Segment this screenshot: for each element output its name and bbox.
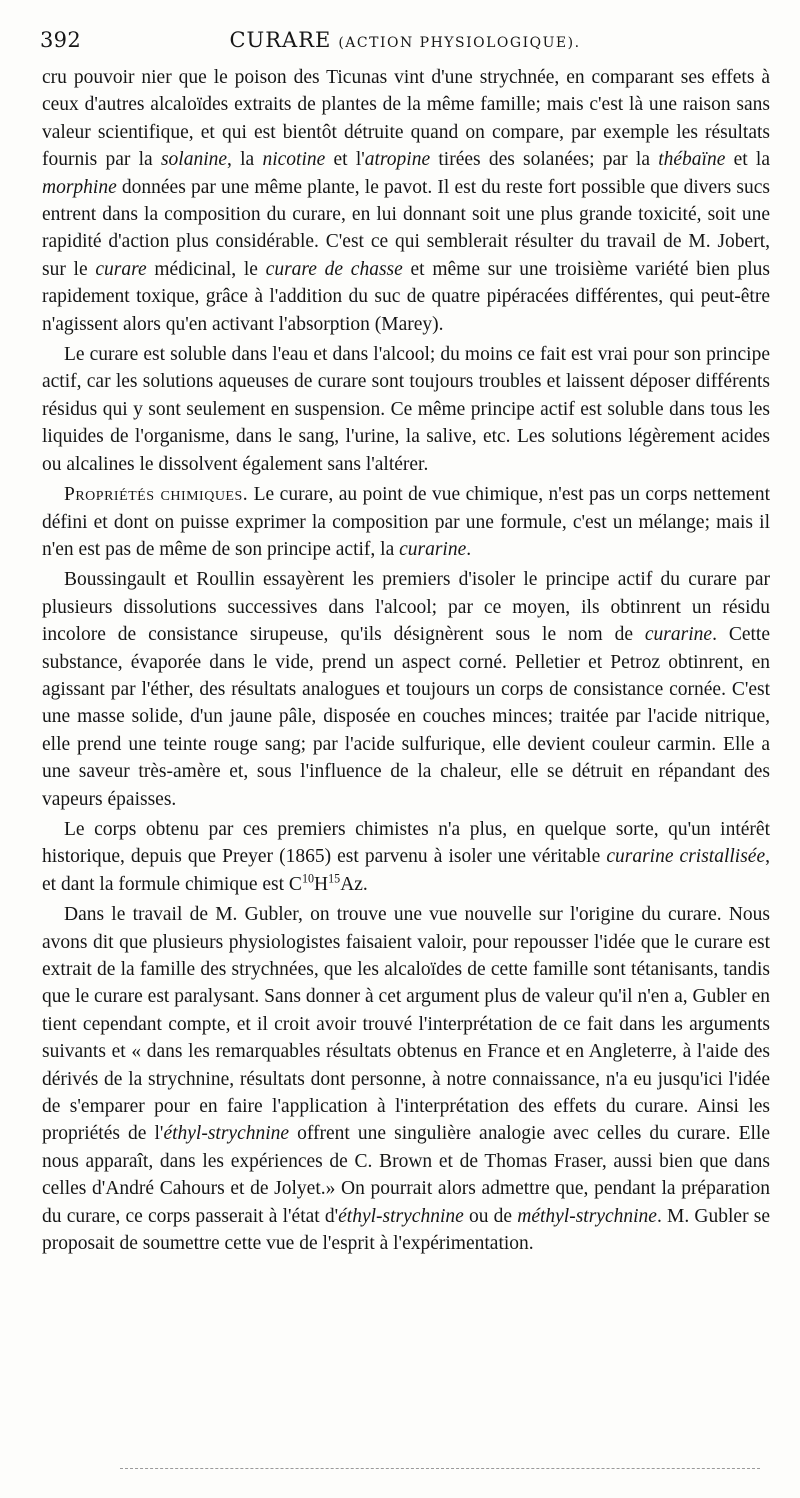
running-title-main: CURARE [229, 28, 332, 52]
footer-rule [120, 1468, 760, 1469]
paragraph-3 [42, 481, 770, 563]
italic-term: éthyl-strychnine [163, 1123, 290, 1145]
formula-superscript: 10 [301, 871, 315, 886]
page-number: 392 [40, 28, 81, 52]
italic-term: méthyl-strychnine [517, 1205, 657, 1227]
text-run: offrent une singulière analogie avec celles du curare. Elle nous apparaît, dans les expériences de C. Brown et de Thomas Fraser, aussi bien que dans celles d'André Cahours et de Jolyet.» On pourrait alors admettre que, pendant la préparation du curare, ce corps passerait à l'état d' [42, 1123, 770, 1227]
running-title [40, 28, 770, 52]
text-run: cru pouvoir nier que le poison des Ticunas vint d'une strychnée, en comparant ses effets à ceux d'autres alcaloïdes extraits de plantes de la même famille; mais c'est là une raison sans valeur scientifique, et qui est bientôt détruite quand on compare, par exemple les résultats fournis par la [42, 67, 770, 171]
italic-term: curare [95, 258, 147, 280]
text-run: données par une même plante, le pavot. Il est du reste fort possible que divers sucs entrent dans la composition du curare, en lui donnant soit une plus grande toxicité, soit une rapidité d'action plus considérable. C'est ce qui semblerait résulter du travail de M. Jobert, sur le [42, 176, 770, 280]
text-run: Le curare, au point de vue chimique, n'est pas un corps nettement défini et dont on puisse exprimer la composition par une formule, c'est un mélange; mais il n'en est pas de même de son principe actif, la [42, 484, 770, 560]
text-run: . M. Gubler se proposait de soumettre cette vue de l'esprit à l'expérimentation. [42, 1205, 770, 1255]
italic-term: curarine [399, 538, 467, 560]
italic-term: solanine [160, 149, 228, 171]
formula-superscript: 15 [328, 871, 341, 886]
body-text [42, 64, 770, 1260]
text-run: Le corps obtenu par ces premiers chimistes n'a plus, en quelque sorte, qu'un intérêt historique, depuis que Preyer (1865) est parvenu à isoler une véritable [42, 818, 770, 868]
italic-term: thébaïne [658, 149, 726, 171]
section-heading: Propriétés chimiques. [64, 484, 249, 506]
italic-term: atropine [364, 149, 431, 171]
italic-term: curarine cristallisée [606, 846, 766, 868]
text-run: et l' [325, 149, 365, 171]
text-run: Dans le travail de M. Gubler, on trouve une vue nouvelle sur l'origine du curare. Nous avons dit que plusieurs physiologistes faisaient valoir, pour repousser l'idée que le curare est extrait de la famille des strychnées, que les alcaloïdes de cette famille sont tétanisants, tandis que le curare est paralysant. Sans donner à cet argument plus de valeur qu'il n'en a, Gubler en tient cependant compte, et il croit avoir trouvé l'interprétation de ce fait dans les arguments suivants et « dans les remarquables résultats obtenus en France et en Angleterre, à l'aide des dérivés de la strychnine, résultats dont personne, à notre connaissance, n'a eu jusqu'ici l'idée de s'emparer pour en faire l'application à l'interprétation des effets du curare. Ainsi les propriétés de l' [42, 904, 770, 1145]
text-run: et la [725, 149, 770, 171]
text-run: . Cette substance, évaporée dans le vide, prend un aspect corné. Pelletier et Petroz obtinrent, en agissant par l'éther, des résultats analogues et toujours un corps de consistance cornée. C'est une masse solide, d'un jaune pâle, disposée en couches minces; traitée par l'acide nitrique, elle prend une teinte rouge sang; par l'acide sulfurique, elle devient couleur carmin. Elle a une saveur très-amère et, sous l'influence de la chaleur, elle se détruit en répandant des vapeurs épaisses. [42, 624, 770, 810]
text-run: , la [227, 149, 263, 171]
italic-term: curarine [644, 624, 713, 646]
text-run: H [314, 873, 329, 895]
text-run: Az. [340, 873, 368, 895]
italic-term: morphine [42, 176, 117, 198]
italic-term: curare de chasse [265, 258, 403, 280]
paragraph-5 [42, 816, 770, 898]
paragraph-6 [42, 901, 770, 1257]
paragraph-4 [42, 566, 770, 813]
text-run: et même sur une troisième variété bien plus rapidement toxique, grâce à l'addition du suc de quatre pipéracées différentes, qui peut-être n'agissent alors qu'en activant l'absorption (Marey). [42, 258, 771, 335]
text-run: médicinal, le [146, 258, 266, 280]
text-run: tirées des solanées; par la [430, 149, 659, 171]
running-header [40, 28, 770, 58]
text-run: Le curare est soluble dans l'eau et dans l'alcool; du moins ce fait est vrai pour son principe actif, car les solutions aqueuses de curare sont toujours troubles et laissent déposer différents résidus qui y sont seulement en suspension. Ce même principe actif est soluble dans tous les liquides de l'organisme, dans le sang, l'urine, la salive, etc. Les solutions légèrement acides ou alcalines le dissolvent également sans l'altérer. [42, 344, 770, 475]
running-title-sub: (ACTION PHYSIOLOGIQUE). [338, 35, 581, 51]
italic-term: nicotine [262, 149, 326, 171]
text-run: Boussingault et Roullin essayèrent les premiers d'isoler le principe actif du curare par plusieurs dissolutions successives dans l'alcool; par ce moyen, ils obtinrent un résidu incolore de consistance sirupeuse, qu'ils désignèrent sous le nom de [42, 569, 770, 646]
text-run: . [466, 538, 472, 560]
italic-term: éthyl-strychnine [338, 1205, 464, 1227]
text-run: ou de [463, 1205, 518, 1227]
text-run: , et dant la formule chimique est C [42, 846, 770, 895]
paragraph-1 [42, 64, 770, 338]
paragraph-2 [42, 341, 770, 478]
